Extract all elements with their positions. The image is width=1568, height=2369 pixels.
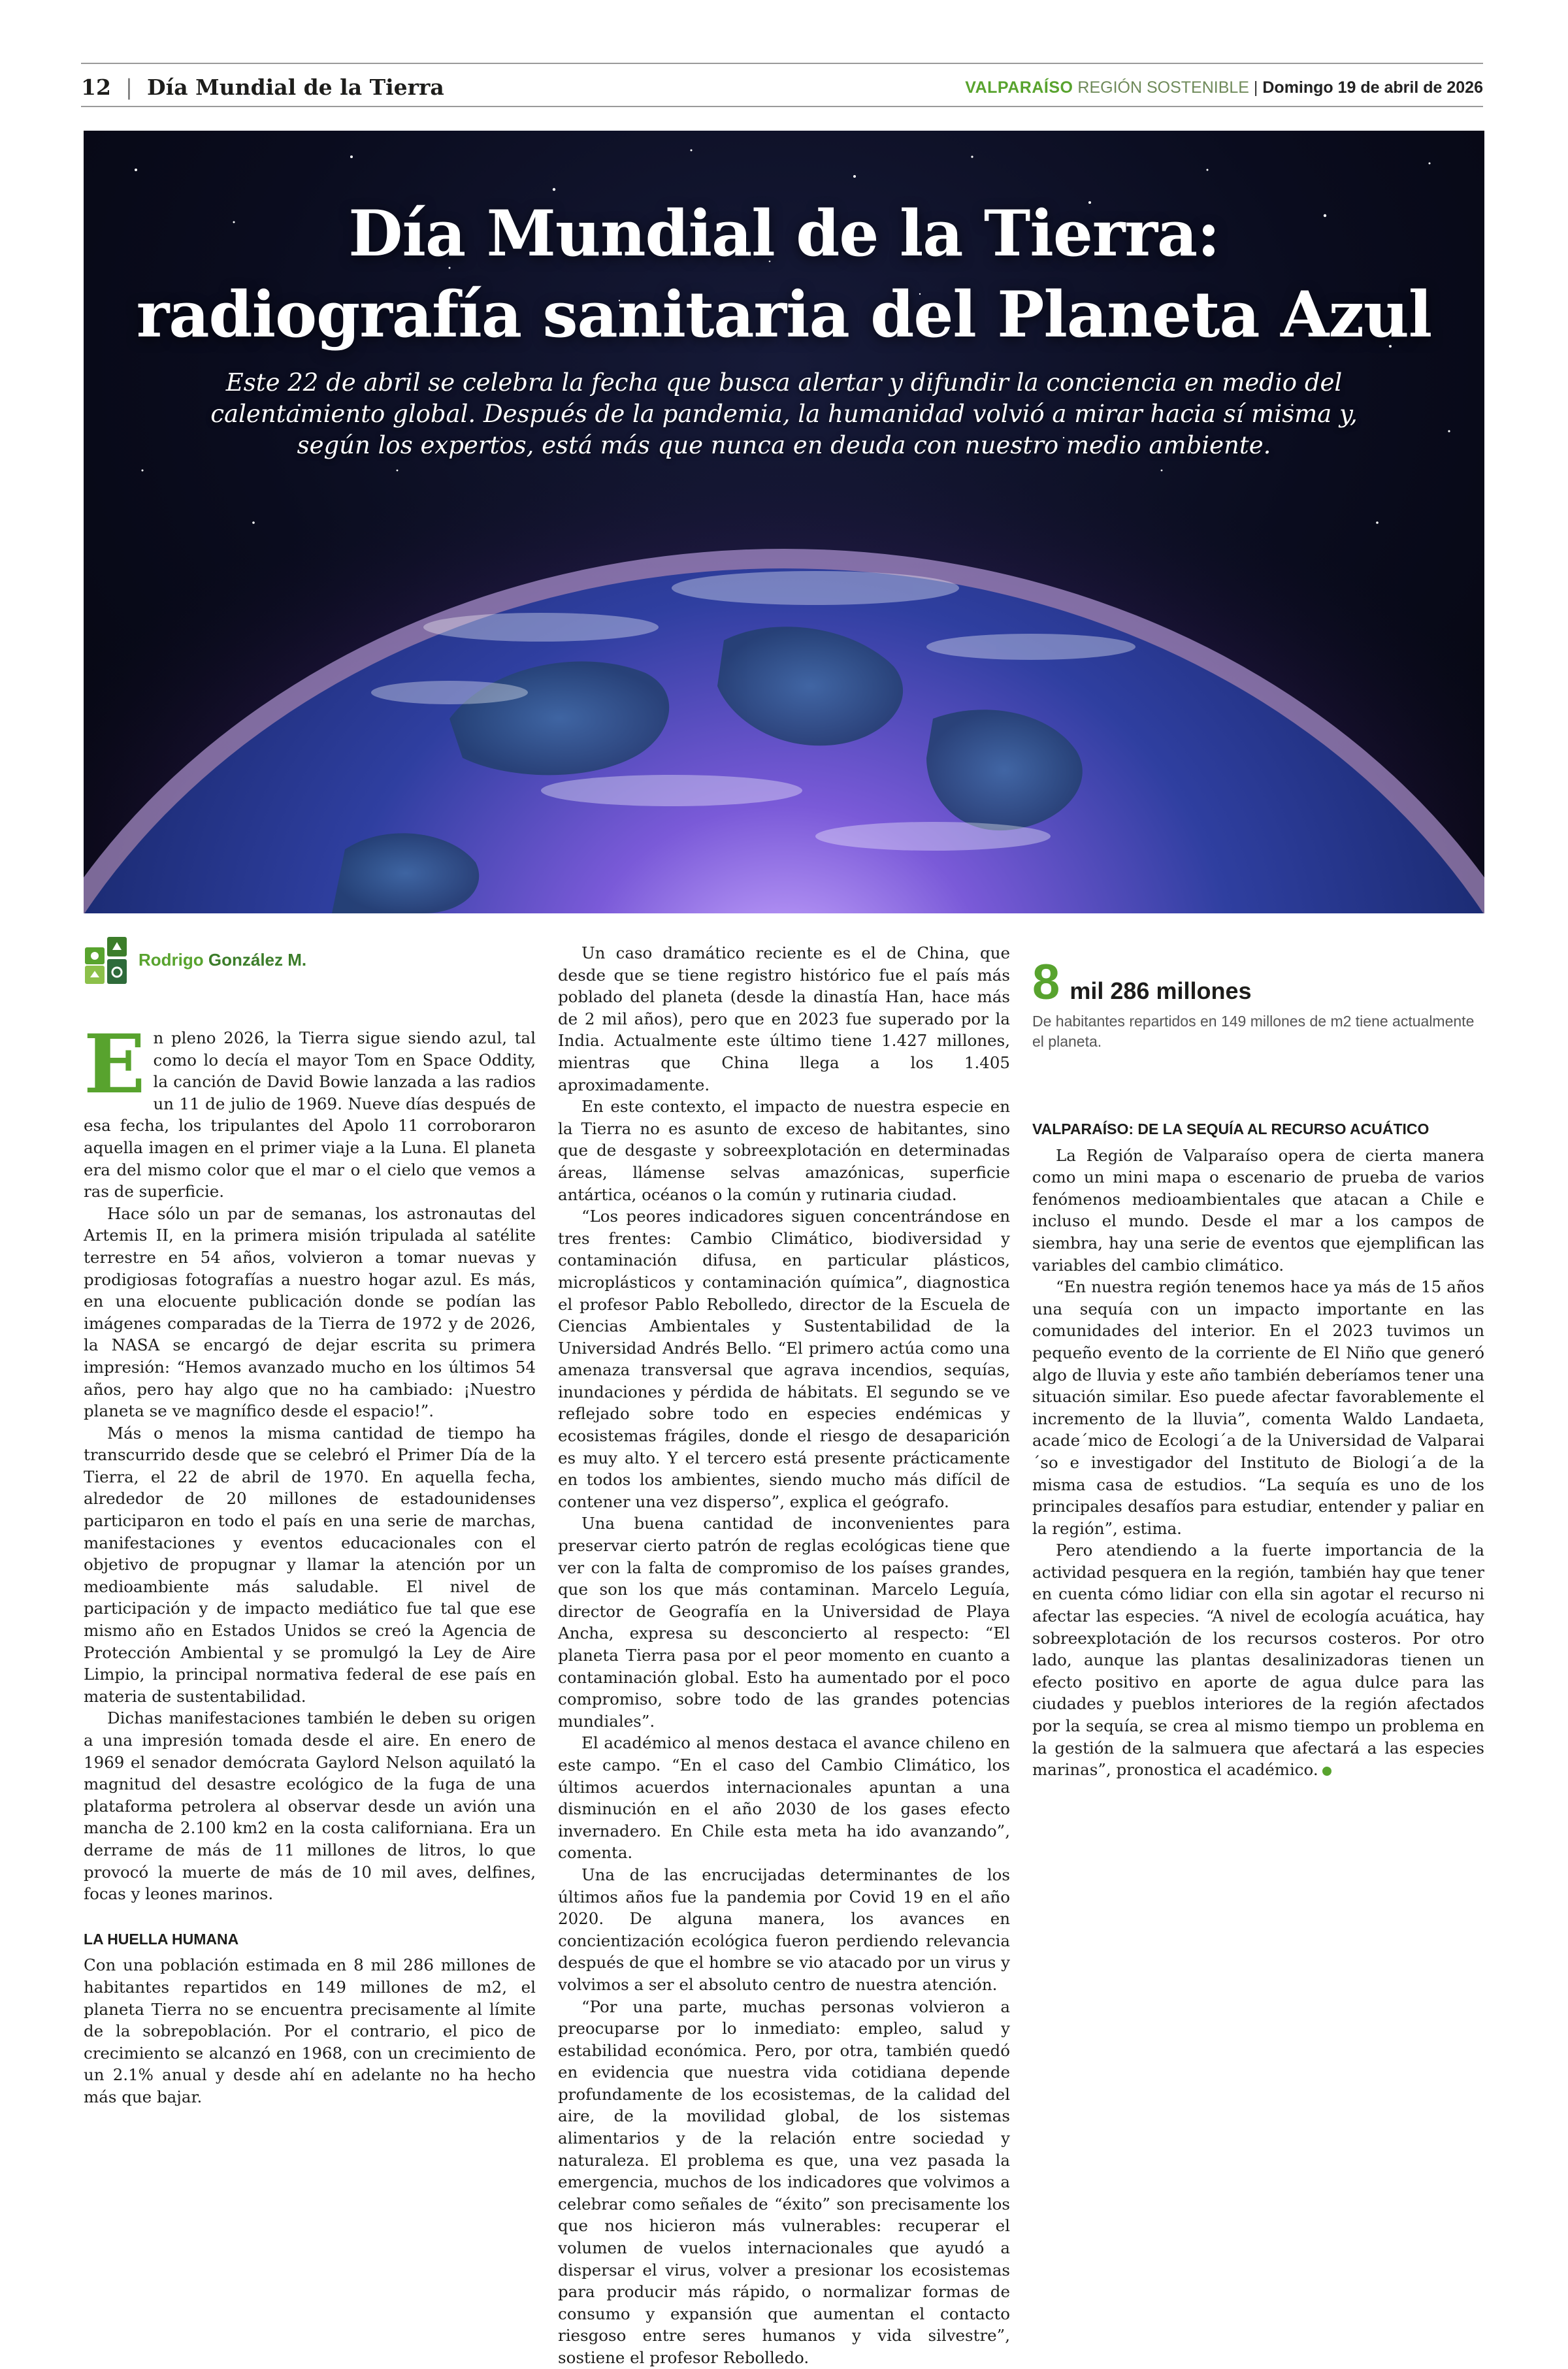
stat-line [1032,955,1484,1010]
stat-description: De habitantes repartidos en 149 millones de m2 tiene actualmente el planeta. [1032,1013,1475,1050]
header-separator: | [1253,78,1263,97]
brand-suffix: REGIÓN SOSTENIBLE [1077,78,1249,97]
paragraph: “En nuestra región tenemos hace ya más de 15 años una sequía con un impacto importante en las comunidades del interior. En el 2023 tuvimos un pequeño evento de la corriente de El Niño que generó algo de lluvia y este año también deberíamos tener una situación similar. Eso puede afectar favorablemente el incremento de la lluvia”, comenta Waldo Landaeta, acade´mico de Ecologi´a de la Universidad de Valparai´so e investigador del Instituto de Biologi´a de la misma casa de estudios. “La sequía es uno de los principales desafíos para estudiar, entender y paliar en la región”, estima. [1032,1277,1484,1538]
stat-unit: mil 286 millones [1070,977,1252,1004]
article-column-2 [558,942,1010,2369]
header-rule-top [81,63,1483,64]
headline-line-2: radiografía sanitaria del Planeta Azul [136,278,1432,351]
deck-subtitle: Este 22 de abril se celebra la fecha que busca alertar y difundir la conciencia en medio del calentamiento global. Después de la pandemia, la humanidad volvió a mirar hacia sí misma y, según los expertos, está más que nunca en deuda con nuestro medio ambiente. [210,368,1358,459]
page-number: 12 [81,74,111,100]
article-column-1 [84,1017,536,2108]
paragraph: Una buena cantidad de inconvenientes para preservar cierto patrón de reglas ecológicas tiene que ver con la falta de compromiso de los países grandes, que son los que más contaminan. Marcelo Leguía, director de Geografía en la Universidad de Playa Ancha, expresa su desconcierto al respecto: “El planeta Tierra pasa por el peor momento en cuanto a contaminación global. Esto ha aumentado por el poco compromiso, sobre todo de las grandes potencias mundiales”. [558,1514,1010,1731]
paragraph: En este contexto, el impacto de nuestra especie en la Tierra no es asunto de exceso de habitantes, sino que de desgaste y sobreexplotación en determinadas áreas, llámense selvas amazónicas, superficie antártica, océanos o la común y rutinaria ciudad. [558,1097,1010,1204]
page-header-right [965,73,1483,102]
header-separator: | [118,74,140,100]
paragraph-text: Pero atendiendo a la fuerte importancia de la actividad pesquera en la región, también hay que tener en cuenta cómo lidiar con ella sin agotar el recurso ni afectar las especies. “A nivel de ecología acuática, hay sobreexplotación de los recursos costeros. Por otro lado, aunque las plantas desalinizadoras tienen un efecto positivo en aporte de agua dulce para las ciudades y pueblos interiores de la región afectados por la sequía, se crea al mismo tiempo un problema en la gestión de la salmuera que afectará a las especies marinas”, pronostica el académico. [1032,1541,1484,1780]
paragraph: “Los peores indicadores siguen concentrándose en tres frentes: Cambio Climático, biodiversidad y contaminación difusa, en particular plásticos, microplásticos y contaminación química”, diagnostica el profesor Pablo Rebolledo, director de la Escuela de Ciencias Ambientales y Sustentabilidad de la Universidad Andrés Bello. “El primero actúa como una amenaza transversal que agrava incendios, sequías, inundaciones y pérdida de hábitats. El segundo se ve reflejado sobre todo en especies endémicas y ecosistemas frágiles, donde el riesgo de desaparición es muy alto. Y el tercero está presente prácticamente en todos los ambientes, siendo mucho más difícil de contener una vez disperso”, explica el geógrafo. [558,1207,1010,1511]
header-rule-bottom [81,106,1483,107]
brand-name: VALPARAÍSO [965,78,1073,97]
author-name [139,950,306,970]
paragraph: “Por una parte, muchas personas volvieron a preocuparse por lo inmediato: empleo, salud y estabilidad económica. Pero, por otra, también quedó en evidencia que nuestra vida cotidiana depende profundamente de los ecosistemas, de la calidad del aire, de la movilidad global, de los sistemas alimentarios y de la relación entre sociedad y naturaleza. El problema es que, una vez pasada la emergencia, muchos de los indicadores que volvimos a celebrar como señales de “éxito” son precisamente los que nos hicieron más vulnerables: recuperar el volumen de vuelos internacionales que ayudó a dispersar el virus, volver a presionar los ecosistemas para producir más rápido, o normalizar formas de consumo y expansión que aumentan el contacto riesgoso entre seres humanos y vida silvestre”, sostiene el profesor Rebolledo. [558,1997,1010,2367]
paragraph [1032,1539,1484,1781]
author-last-name: González M. [208,950,307,970]
paragraph: Más o menos la misma cantidad de tiempo ha transcurrido desde que se celebró el Primer Día de la Tierra, el 22 de abril de 1970. En aquella fecha, alrededor de 20 millones de estadounidenses participaron en todo el país en una serie de marchas, manifestaciones y eventos educacionales con el objetivo de propugnar y llamar la atención por un medioambiente más saludable. El nivel de participación y de impacto mediático fue tal que ese mismo año en Estados Unidos se creó la Agencia de Protección Ambiental y se promulgó la Ley de Aire Limpio, la principal normativa federal de ese país en materia de sustentabilidad. [84,1423,536,1706]
stat-number: 8 [1032,955,1060,1010]
dropcap: E [84,1017,146,1112]
issue-date: Domingo 19 de abril de 2026 [1262,78,1483,97]
subheading: LA HUELLA HUMANA [84,1930,239,1948]
hero-earth-image [84,131,1484,913]
paragraph: Con una población estimada en 8 mil 286 millones de habitantes repartidos en 149 millones de m2, el planeta Tierra no se encuentra precisamente al límite de la sobrepoblación. Por el contrario, el pico de crecimiento se alcanzó en 1968, con un crecimiento de un 2.1% anual y desde ahí en adelante no ha hecho más que bajar. [84,1955,536,2106]
section-title: Día Mundial de la Tierra [147,74,444,100]
headline-line-1: Día Mundial de la Tierra: [348,197,1220,270]
paragraph-text: n pleno 2026, la Tierra sigue siendo azul, tal como lo decía el mayor Tom en Space Oddity, la canción de David Bowie lanzada a las radios un 11 de julio de 1969. Nueve días después de esa fecha, los tripulantes del Apolo 11 corroboraron aquella imagen en el primer viaje a la Luna. El planeta era del mismo color que el mar o el cielo que vemos a ras de superficie. [84,1028,536,1201]
paragraph: Un caso dramático reciente es el de China, que desde que se tiene registro histórico fue el país más poblado del planeta (desde la dinastía Han, hace más de 2 mil años), pero que en 2023 fue superado por la India. Actualmente este último tiene 1.427 millones, mientras que China llega a los 1.405 aproximadamente. [558,943,1010,1094]
paragraph: La Región de Valparaíso opera de cierta manera como un mini mapa o escenario de prueba de varios fenómenos medioambientales que atacan a Chile e incluso el mundo. Desde el mar a los campos de siembra, hay una serie de eventos que ejemplifican las variables del cambio climático. [1032,1145,1484,1275]
headline [84,193,1484,355]
stat-callout [1032,955,1484,1052]
subheading: VALPARAÍSO: DE LA SEQUÍA AL RECURSO ACUÁTICO [1032,1120,1429,1137]
page-header-left [81,73,444,102]
region-sostenible-logo-icon [84,936,129,985]
article-column-3 [1032,1096,1484,1781]
paragraph: El académico al menos destaca el avance chileno en este campo. “En el caso del Cambio Climático, los últimos acuerdos internacionales apuntan a una disminución en el año 2030 de los gases efecto invernadero. En Chile esta meta ha ido avanzando”, comenta. [558,1733,1010,1863]
paragraph: Hace sólo un par de semanas, los astronautas del Artemis II, en la primera misión tripulada al satélite terrestre en 54 años, volvieron a tomar nuevas y prodigiosas fotografías a nuestro hogar azul. Es más, en una elocuente publicación donde se podían las imágenes comparadas de la Tierra de 1972 y de 2026, la NASA se encargó de dejar escrita su primera impresión: “Hemos avanzado mucho en los últimos 54 años, pero hay algo que no ha cambiado: ¡Nuestro planeta se ve magnífico desde el espacio!”. [84,1203,536,1421]
author-first-name: Rodrigo [139,950,204,970]
paragraph [84,1017,536,1203]
paragraph: Una de las encrucijadas determinantes de los últimos años fue la pandemia por Covid 19 en el año 2020. De alguna manera, los avances en concientización ecológica fueron perdiendo relevancia después de que el hombre se vio atacado por un virus y volvimos a ser el absoluto centro de nuestra atención. [558,1865,1010,1994]
end-of-article-icon [1322,1767,1331,1776]
paragraph: Dichas manifestaciones también le deben su origen a una impresión tomada desde el aire. En enero de 1969 el senador demócrata Gaylord Nelson aquilató la magnitud del desastre ecológico de la fuga de una plataforma petrolera al observar desde un avión una mancha de 2.100 km2 en la costa californiana. Era un derrame de más de 11 millones de litros, lo que provocó la muerte de más de 10 mil aves, delfines, focas y leones marinos. [84,1708,536,1904]
